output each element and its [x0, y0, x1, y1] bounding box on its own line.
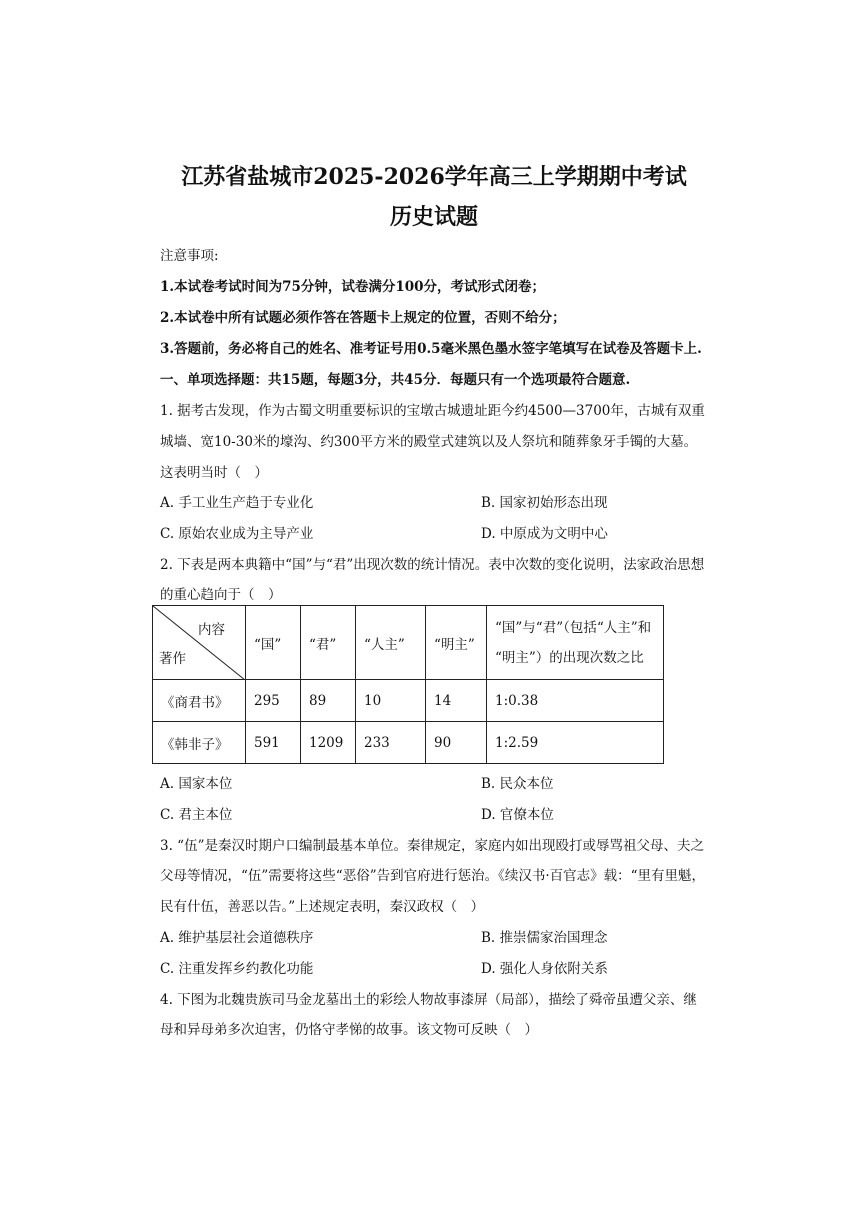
notice-item: 1.本试卷考试时间为75分钟，试卷满分100分，考试形式闭卷； — [160, 279, 546, 295]
ratio-header-line: “国”与“君”（包括“人主”和 — [495, 619, 652, 636]
question-1-text: 城墙、宽10-30米的壕沟、约300平方米的殿堂式建筑以及人祭坑和随葬象牙手镯的大墓。 — [160, 434, 698, 450]
section-heading: 一、单项选择题：共15题，每题3分，共45分．每题只有一个选项最符合题意. — [160, 372, 631, 388]
notice-item: 2.本试卷中所有试题必须作答在答题卡上规定的位置，否则不给分； — [160, 310, 566, 326]
table-header: “国” — [246, 606, 301, 680]
question-4-text: 4. 下图为北魏贵族司马金龙墓出土的彩绘人物故事漆屏（局部），描绘了舜帝虽遭父亲、继 — [160, 992, 697, 1008]
table-cell: 10 — [356, 680, 426, 722]
question-2-text: 2. 下表是两本典籍中“国”与“君”出现次数的统计情况。表中次数的变化说明，法家政治思想 — [160, 557, 705, 573]
table-cell: 89 — [301, 680, 356, 722]
question-1-option-c: C. 原始农业成为主导产业 — [160, 526, 314, 542]
ratio-header-line: “明主”）的出现次数之比 — [495, 649, 644, 666]
question-1-text: 这表明当时（ ） — [160, 465, 268, 481]
table-header: “明主” — [426, 606, 487, 680]
table-cell: 1:2.59 — [487, 722, 664, 764]
question-3-option-c: C. 注重发挥乡约教化功能 — [160, 961, 314, 977]
question-2-option-c: C. 君主本位 — [160, 807, 233, 823]
data-table — [152, 605, 664, 764]
question-2-option-b: B. 民众本位 — [481, 776, 554, 792]
corner-label-content: 内容 — [198, 622, 225, 638]
question-3-text: 3. “伍”是秦汉时期户口编制最基本单位。秦律规定，家庭内如出现殴打或辱骂祖父母、夫之 — [160, 838, 704, 854]
table-header: “人主” — [356, 606, 426, 680]
question-1-text: 1. 据考古发现，作为古蜀文明重要标识的宝墩古城遗址距今约4500—3700年，古城有双重 — [160, 403, 705, 419]
question-3-text: 民有什伍，善恶以告。”上述规定表明，秦汉政权（ ） — [160, 899, 485, 915]
question-3-option-b: B. 推崇儒家治国理念 — [481, 930, 608, 946]
table-header-ratio — [487, 606, 664, 680]
table-corner-cell — [153, 606, 246, 680]
question-3-option-a: A. 维护基层社会道德秩序 — [160, 930, 314, 946]
question-1-option-b: B. 国家初始形态出现 — [481, 495, 608, 511]
question-2-text: 的重心趋向于（ ） — [160, 587, 282, 603]
table-row — [153, 680, 664, 722]
question-3-option-d: D. 强化人身依附关系 — [481, 961, 608, 977]
question-4-text: 母和异母弟多次迫害，仍恪守孝悌的故事。该文物可反映（ ） — [160, 1022, 538, 1038]
question-1-option-d: D. 中原成为文明中心 — [481, 526, 608, 542]
question-3-text: 父母等情况，“伍”需要将这些“恶俗”告到官府进行惩治。《续汉书·百官志》载：“里有里魁， — [160, 868, 706, 884]
question-2-option-d: D. 官僚本位 — [481, 807, 554, 823]
table-cell: 233 — [356, 722, 426, 764]
question-1-option-a: A. 手工业生产趋于专业化 — [160, 495, 314, 511]
notice-item: 3.答题前，务必将自己的姓名、准考证号用0.5毫米黑色墨水签字笔填写在试卷及答题卡上. — [160, 341, 702, 357]
notice-heading: 注意事项: — [160, 248, 219, 264]
exam-subject: 历史试题 — [389, 204, 478, 230]
table-cell: 1:0.38 — [487, 680, 664, 722]
table-header-row — [153, 606, 664, 680]
table-cell: 《韩非子》 — [153, 722, 246, 764]
corner-label-work: 著作 — [159, 651, 186, 667]
table-header: “君” — [301, 606, 356, 680]
table-cell: 295 — [246, 680, 301, 722]
table-cell: 14 — [426, 680, 487, 722]
table-cell: 《商君书》 — [153, 680, 246, 722]
table-row — [153, 722, 664, 764]
question-2-option-a: A. 国家本位 — [160, 776, 233, 792]
table-cell: 591 — [246, 722, 301, 764]
table-cell: 1209 — [301, 722, 356, 764]
exam-title: 江苏省盐城市2025-2026学年高三上学期期中考试 — [181, 164, 687, 190]
table-cell: 90 — [426, 722, 487, 764]
